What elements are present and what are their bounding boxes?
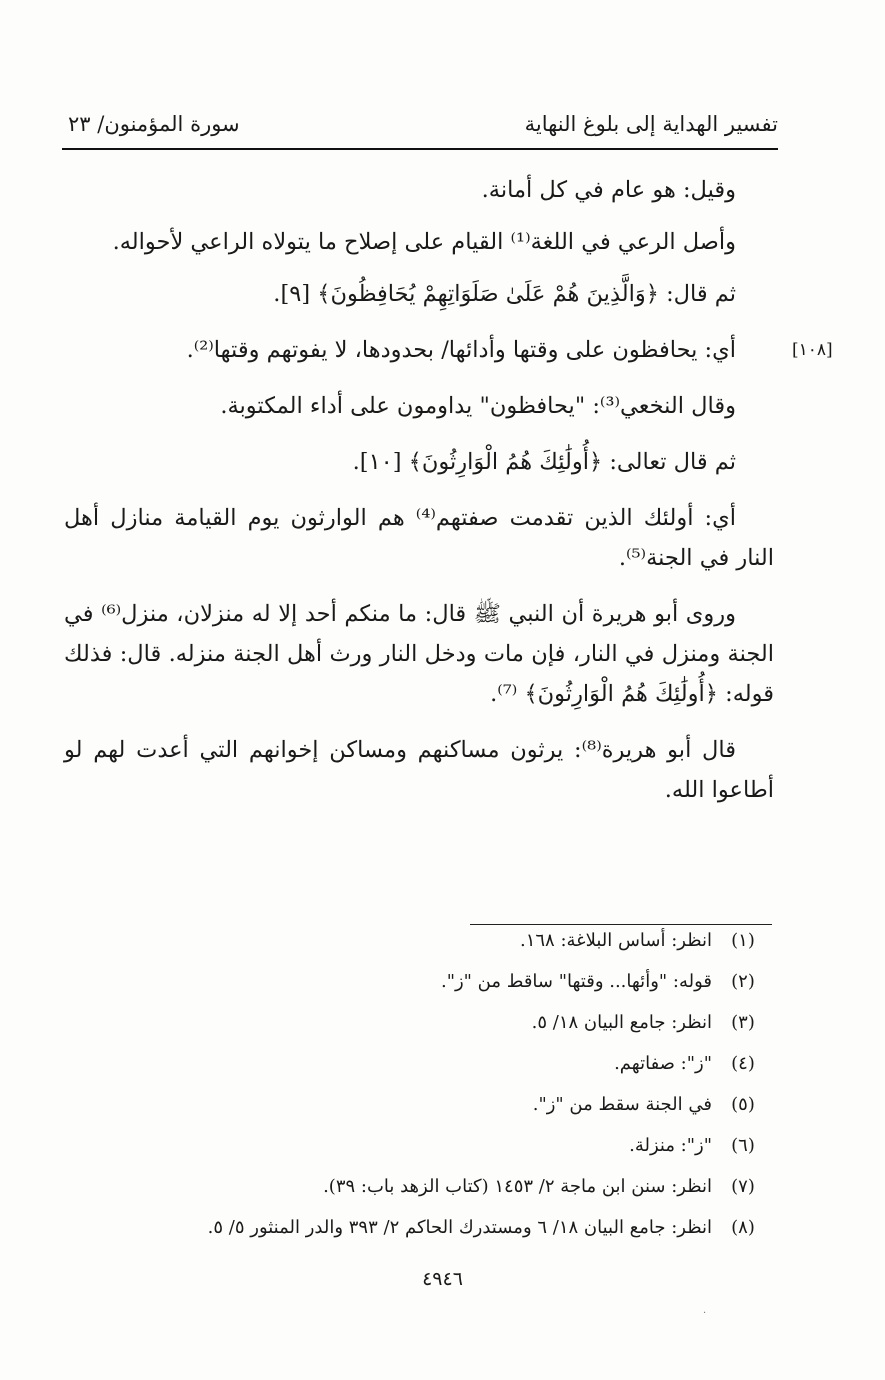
footnote-text: في الجنة سقط من "ز".: [532, 1094, 712, 1115]
footnote-number: (٢): [731, 971, 755, 992]
page-number: ٤٩٤٦: [422, 1268, 463, 1290]
footnote-item: [120, 920, 774, 961]
scan-speck: ·: [703, 1308, 707, 1319]
paragraph: ثم قال: ﴿وَالَّذِينَ هُمْ عَلَىٰ صَلَوَاتِهِمْ يُحَافِظُونَ﴾ [٩].: [273, 281, 736, 307]
footnote-number: (١): [731, 930, 755, 951]
paragraph: وقال النخعي⁽³⁾: "يحافظون" يداومون على أداء المكتوبة.: [220, 393, 736, 419]
footnote-text: "ز": منزلة.: [629, 1135, 712, 1156]
footnote-item: [120, 1043, 774, 1084]
running-header: [62, 104, 778, 148]
footnote-item: [120, 1166, 774, 1207]
footnote-number: (٣): [731, 1012, 755, 1033]
paragraph: أي: يحافظون على وقتها وأدائها/ بحدودها، لا يفوتهم وقتها⁽²⁾.: [186, 337, 736, 363]
paragraph: ثم قال تعالى: ﴿أُولَٰئِكَ هُمُ الْوَارِثُونَ﴾ [١٠].: [352, 449, 736, 475]
paragraph: وقيل: هو عام في كل أمانة.: [481, 177, 736, 203]
footnote-text: قوله: "وأئها... وقتها" ساقط من "ز".: [440, 971, 712, 992]
footnote-item: [120, 1002, 774, 1043]
manuscript-folio-marker: [١٠٨]: [792, 340, 833, 360]
footnote-text: انظر: جامع البيان ١٨/ ٦ ومستدرك الحاكم ٢/ ٣٩٣ والدر المنثور ٥/ ٥.: [207, 1217, 712, 1238]
main-text: [64, 170, 774, 826]
footnote-item: [120, 1084, 774, 1125]
paragraph: قال أبو هريرة⁽⁸⁾: يرثون مساكنهم ومساكن إخوانهم التي أعدت لهم لو أطاعوا الله.: [64, 737, 774, 803]
footnote-number: (٦): [731, 1135, 755, 1156]
footnote-item: [120, 961, 774, 1002]
book-title: تفسير الهداية إلى بلوغ النهاية: [524, 112, 778, 136]
footnote-item: [120, 1207, 774, 1248]
footnotes: [120, 920, 774, 1248]
footnote-item: [120, 1125, 774, 1166]
footnote-number: (٧): [731, 1176, 755, 1197]
paragraph: وروى أبو هريرة أن النبي ﷺ قال: ما منكم أحد إلا له منزلان، منزل⁽⁶⁾ في الجنة ومنزل في النار، فإن مات ودخل النار ورث أهل الجنة منزله. قال: فذلك قوله: ﴿أُولَٰئِكَ هُمُ الْوَارِثُونَ﴾ ⁽⁷⁾.: [64, 601, 774, 707]
header-divider: [62, 148, 778, 150]
paragraph: وأصل الرعي في اللغة⁽¹⁾ القيام على إصلاح ما يتولاه الراعي لأحواله.: [112, 229, 736, 255]
footnote-text: انظر: أساس البلاغة: ١٦٨.: [519, 930, 712, 951]
footnote-number: (٤): [731, 1053, 755, 1074]
footnote-text: "ز": صفاتهم.: [614, 1053, 712, 1074]
paragraph: أي: أولئك الذين تقدمت صفتهم⁽⁴⁾ هم الوارثون يوم القيامة منازل أهل النار في الجنة⁽⁵⁾.: [64, 505, 774, 571]
surah-label: سورة المؤمنون/ ٢٣: [68, 112, 240, 136]
footnote-number: (٥): [731, 1094, 755, 1115]
footnote-text: انظر: سنن ابن ماجة ٢/ ١٤٥٣ (كتاب الزهد باب: ٣٩).: [323, 1176, 712, 1197]
footnote-number: (٨): [731, 1217, 755, 1238]
footnote-text: انظر: جامع البيان ١٨/ ٥.: [531, 1012, 712, 1033]
